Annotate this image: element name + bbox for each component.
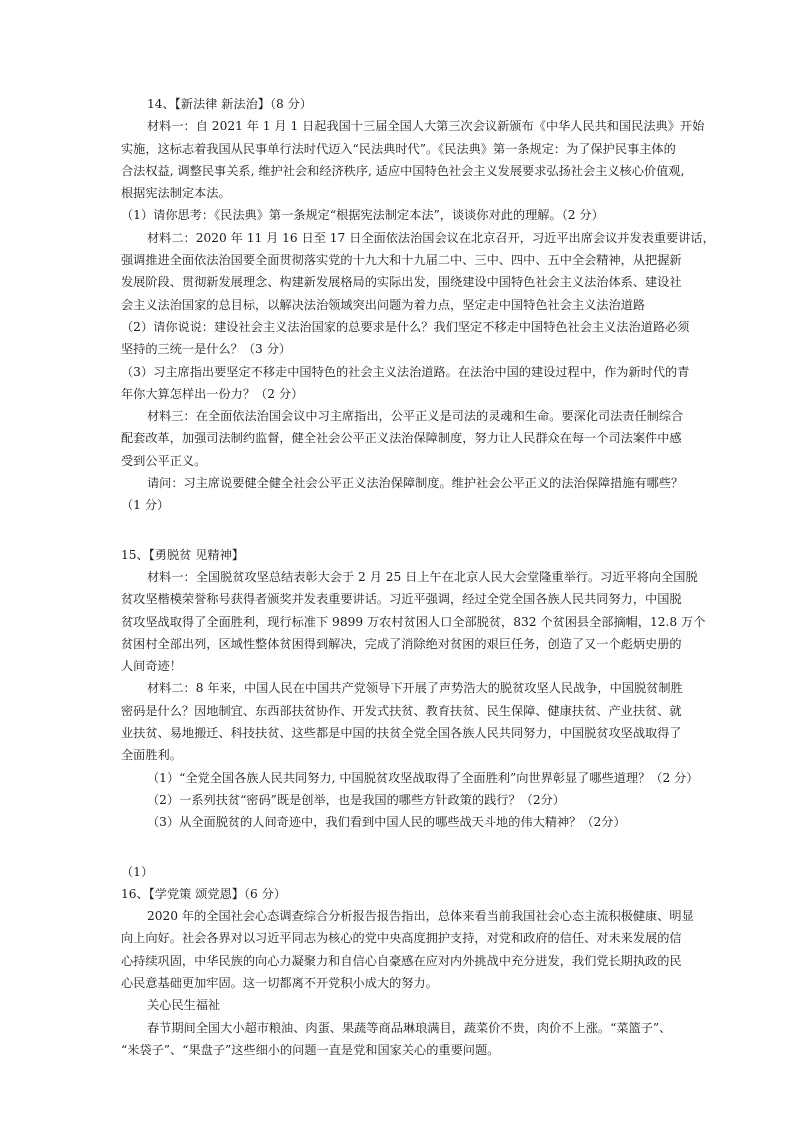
q14-material2-line: 发展阶段、贯彻新发展理念、构建新发展格局的实际出发，围绕建设中国特色社会主义法治体系、建设社 (121, 275, 682, 290)
q15-question-2: （2）一系列扶贫“密码”既是创举，也是我国的哪些方针政策的践行？（2分） (147, 792, 565, 807)
q16-paragraph1-line: 心民意基础更加牢固。这一切都离不开党积小成大的努力。 (121, 975, 438, 990)
q15-material1-line: 贫攻坚楷模荣誉称号获得者颁奖并发表重要讲话。习近平强调，经过全党全国各族人民共同努力，中国脱 (121, 592, 682, 607)
q15-material1-line: 贫攻坚战取得了全面胜利，现行标准下 9899 万农村贫困人口全部脱贫，832 个贫困县全部摘帽，12.8 万个 (121, 614, 706, 629)
q16-paragraph1-line: 心持续巩固，中华民族的向心力凝聚力和自信心自豪感在应对内外挑战中充分迸发，我们党长期执政的民 (121, 953, 682, 968)
q14-question-4: （1 分） (121, 498, 170, 513)
q16-subheading: 关心民生福祉 (147, 998, 221, 1013)
document-page (121, 93, 715, 1061)
q15-material1-line: 材料一：全国脱贫攻坚总结表彰大会于 2 月 25 日上午在北京人民大会堂隆重举行。习近平将向全国脱 (147, 569, 698, 584)
q14-material1-line: 合法权益, 调整民事关系, 维护社会和经济秩序, 适应中国特色社会主义发展要求弘扬社会主义核心价值观, (121, 163, 685, 178)
q16-paragraph2-line: 春节期间全国大小超市粮油、肉蛋、果蔬等商品琳琅满目，蔬菜价不贵，肉价不上涨。“菜篮子”、 (147, 1020, 672, 1035)
q15-material2-line: 材料二：8 年来，中国人民在中国共产党领导下开展了声势浩大的脱贫攻坚人民战争，中国脱贫制胜 (147, 681, 683, 696)
q14-question-4: 请问：习主席说要健全健全社会公平正义法治保障制度。维护社会公平正义的法治保障措施有哪些？ (147, 476, 684, 491)
q15-material2-line: 密码是什么？因地制宜、东西部扶贫协作、开发式扶贫、教育扶贫、民生保障、健康扶贫、产业扶贫、就 (121, 703, 682, 718)
q14-material2-line: 材料二：2020 年 11 月 16 日至 17 日全面依法治国会议在北京召开，习近平出席会议并发表重要讲话， (147, 230, 715, 245)
stray-answer-label: （1） (121, 864, 154, 879)
q14-material1-line: 材料一：自 2021 年 1 月 1 日起我国十三届全国人大第三次会议新颁布《中华人民共和国民法典》开始 (147, 119, 705, 134)
q14-material2-line: 强调推进全面依法治国要全面贯彻落实党的十九大和十九届二中、三中、四中、五中全会精神，从把握新 (121, 253, 682, 268)
q14-title: 14、【新法律 新法治】（8 分） (147, 97, 313, 111)
q15-material2-line: 全面胜利。 (121, 748, 182, 763)
q14-question-2: 坚持的三统一是什么？（3 分） (121, 342, 292, 357)
q15-material1-line: 人间奇迹！ (121, 659, 182, 674)
q15-material1-line: 贫困村全部出列，区域性整体贫困得到解决，完成了消除绝对贫困的艰巨任务，创造了又一个彪炳史册的 (121, 636, 682, 651)
q14-material1-line: 实施，这标志着我国从民事单行法时代迈入“民法典时代”。《民法典》第一条规定：为了保护民事主体的 (121, 141, 676, 156)
q14-question-3: （3）习主席指出要坚定不移走中国特色的社会主义法治道路。在法治中国的建设过程中，作为新时代的青 (121, 364, 690, 379)
q15-question-1: （1）“全党全国各族人民共同努力, 中国脱贫攻坚战取得了全面胜利”向世界彰显了哪些道理？（2 分） (147, 770, 699, 785)
q15-material2-line: 业扶贫、易地搬迁、科技扶贫、这些都是中国的扶贫全党全国各族人民共同努力，中国脱贫攻坚战取得了 (121, 726, 682, 741)
q16-paragraph1-line: 2020 年的全国社会心态调查综合分析报告报告指出，总体来看当前我国社会心态主流积极健康、明显 (147, 909, 694, 924)
q14-material3-line: 材料三：在全面依法治国会议中习主席指出，公平正义是司法的灵魂和生命。要深化司法责任制综合 (147, 409, 684, 424)
q14-material1-line: 根据宪法制定本法。 (121, 186, 231, 201)
q15-question-3: （3）从全面脱贫的人间奇迹中，我们看到中国人民的哪些战天斗地的伟大精神？（2分） (147, 815, 626, 830)
q14-material2-line: 会主义法治国家的总目标，以解决法治领域突出问题为着力点，坚定走中国特色社会主义法治道路 (121, 297, 646, 312)
q14-question-3: 年你大算怎样出一份力？（2 分） (121, 386, 304, 401)
q16-paragraph2-line: “米袋子”、“果盘子”这些细小的问题一直是党和国家关心的重要问题。 (121, 1042, 500, 1057)
q16-title: 16、【学党策 颂党恩】（6 分） (121, 886, 287, 901)
q14-material3-line: 受到公平正义。 (121, 453, 207, 468)
spacer (121, 517, 673, 544)
q14-question-2: （2）请你说说：建设社会主义法治国家的总要求是什么？我们坚定不移走中国特色社会主义法治道路必须 (121, 319, 690, 334)
q15-title: 15、【勇脱贫 见精神】 (121, 547, 244, 562)
q14-question-1: （1）请你思考：《民法典》第一条规定“根据宪法制定本法”，谈谈你对此的理解。（2 分） (121, 208, 604, 223)
spacer (121, 834, 673, 861)
q16-paragraph1-line: 向上向好。社会各界对以习近平同志为核心的党中央高度拥护支持，对党和政府的信任、对未来发展的信 (121, 931, 682, 946)
q14-material3-line: 配套改革，加强司法制约监督，健全社会公平正义法治保障制度，努力让人民群众在每一个司法案件中感 (121, 431, 682, 446)
